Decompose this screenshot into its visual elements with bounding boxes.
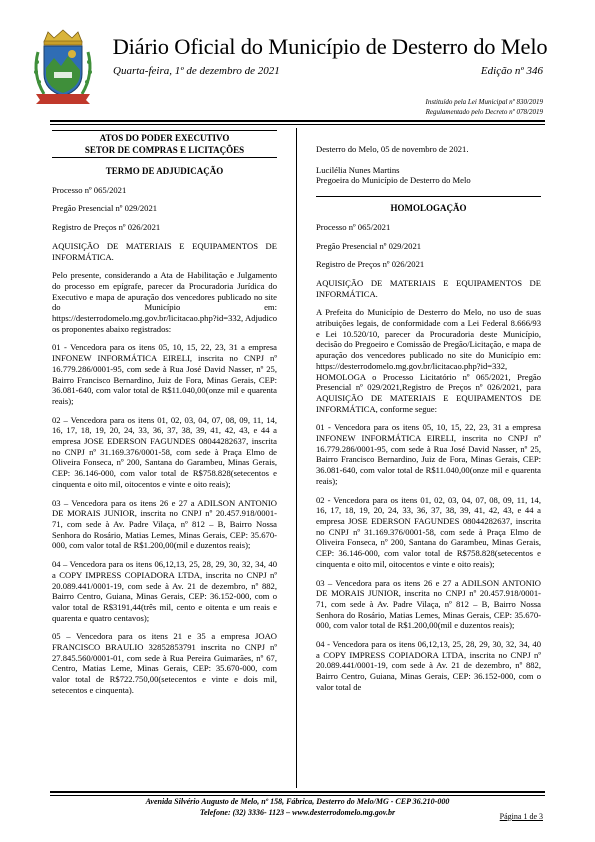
- municipal-crest-emblem: [30, 28, 96, 104]
- regulation-decree: Regulamentado pelo Decreto nº 078/2019: [425, 108, 543, 116]
- page-number: Página 1 de 3: [499, 812, 543, 821]
- section-title-line2: SETOR DE COMPRAS E LICITAÇÕES: [84, 145, 245, 155]
- winner-item-03: 03 – Vencedora para os itens 26 e 27 a ADILSON ANTONIO DE MORAIS JUNIOR, inscrita no CNPJ nº 20.457.918/0001-71, com sede à Av. Padre Vilaça, nº 812 – B, Bairro Nossa Senhora do Rosário, Matias Lemes, Minas Gerais, CEP: 35.670-000, com valor total de R$1.200,00(mil e duzentos reais);: [316, 577, 541, 631]
- price-registry-number: Registro de Preços nº 026/2021: [316, 259, 425, 270]
- winner-item-03: 03 – Vencedora para os itens 26 e 27 a ADILSON ANTONIO DE MORAIS JUNIOR, inscrita no CNPJ nº 20.457.918/0001-71, com sede à Av. Padre Vilaça, nº 812 – B, Bairro Nossa Senhora do Rosário, Matias Lemes, Minas Gerais, CEP: 35.670-000, com valor total de R$1.200,00(mil e duzentos reais);: [52, 497, 277, 551]
- left-column: [52, 130, 277, 704]
- auction-number: Pregão Presencial nº 029/2021: [52, 203, 158, 214]
- section-title-line1: ATOS DO PODER EXECUTIVO: [99, 133, 230, 143]
- winner-item-05: 05 – Vencedora para os itens 21 e 35 a empresa JOAO FRANCISCO BRAULIO 32852853791 inscrita no CNPJ nº 27.845.560/0001-01, com sede à Rua Pereira Guimarães, nº 67, Centro, Matias Leme, Minas Gerais, CEP: 35.670-000, com valor total de R$722.750,00(setecentos e vinte e dois mil, setecentos e cinquenta).: [52, 631, 277, 695]
- section-title-box: [52, 130, 277, 158]
- place-and-date: Desterro do Melo, 05 de novembro de 2021.: [316, 144, 469, 154]
- footer-contact: Telefone: (32) 3336- 1123 – www.desterrodomelo.mg.gov.br: [199, 808, 396, 817]
- adjudication-heading: TERMO DE ADJUDICAÇÃO: [105, 166, 224, 176]
- right-column: [316, 130, 541, 701]
- winner-item-01: 01 - Vencedora para os itens 05, 10, 15, 22, 23, 31 a empresa INFONEW INFORMÁTICA EIRELI, inscrita no CNPJ nº 16.779.286/0001-95, com sede à Rua José David Nasser, nº 25, Bairro Francisco Bernardino, Juiz de Fora, Minas Gerais, CEP: 36.081-640, com valor total de R$11.040,00(onze mil e quarenta reais);: [52, 342, 277, 406]
- adjudication-intro: Pelo presente, considerando a Ata de Habilitação e Julgamento do processo em epígrafe, parecer da Procuradoria Jurídica do Executivo e mapa de apuração dos vencedores publicado no site do Município em: https://desterrodomelo.mg.gov.br/licitacao.php?id=332, Adjudico os proponentes abaixo registrados:: [52, 270, 277, 334]
- homologation-heading: HOMOLOGAÇÃO: [316, 196, 541, 214]
- footer-rule: [50, 791, 545, 793]
- newspaper-title: Diário Oficial do Município de Desterro do Melo: [112, 34, 548, 59]
- object-description: AQUISIÇÃO DE MATERIAIS E EQUIPAMENTOS DE INFORMÁTICA.: [52, 240, 277, 262]
- column-divider: [296, 128, 297, 788]
- signer-name: Lucilélia Nunes Martins: [316, 164, 400, 175]
- price-registry-number: Registro de Preços nº 026/2021: [52, 222, 161, 233]
- process-number: Processo nº 065/2021: [316, 221, 391, 232]
- signer-role: Pregoeira do Município de Desterro do Melo: [316, 175, 471, 186]
- footer-address: Avenida Silvério Augusto de Melo, nº 158, Fábrica, Desterro do Melo/MG - CEP 36.210-000: [145, 797, 450, 806]
- winner-item-02: 02 – Vencedora para os itens 01, 02, 03, 04, 07, 08, 09, 11, 14, 16, 17, 18, 19, 20, 24, 33, 36, 37, 38, 39, 41, 42, 43, e 44 a empresa JOSE EDERSON FAGUNDES 08044282637, inscrita no CNPJ nº 31.169.376/0001-58, com sede à Praça Elmo de Oliveira Fonseca, nº 200, Santana do Garambeu, Minas Gerais, CEP: 36.146-000, com valor total de R$758.828(setecentos e cinquenta e oito mil, oitocentos e vinte e oito reais);: [52, 414, 277, 489]
- winner-item-01: 01 - Vencedora para os itens 05, 10, 15, 22, 23, 31 a empresa INFONEW INFORMÁTICA EIRELI, inscrita no CNPJ nº 16.779.286/0001-95, com sede à Rua José David Nasser, nº 25, Bairro Francisco Bernardino, Juiz de Fora, Minas Gerais, CEP: 36.081-640, com valor total de R$11.040,00(onze mil e quarenta reais);: [316, 422, 541, 486]
- object-description: AQUISIÇÃO DE MATERIAIS E EQUIPAMENTOS DE INFORMÁTICA.: [316, 277, 541, 299]
- homologation-intro: A Prefeita do Município de Desterro do Melo, no uso de suas atribuições legais, de conformidade com a Lei Federal 8.666/93 e Lei 10.520/10, parecer da Procuradoria deste Município, decisão do Pregoeiro e Comissão de Pregão/Licitação, e mapa de apuração dos vencedores publicado no site do Município em: https://desterrodomelo.mg.gov.br/licitacao.php?id=332, HOMOLOGA o Processo Licitatório nº 065/2021, Pregão Presencial nº 029/2021,Registro de Preços nº 026/2021, para AQUISIÇÃO DE MATERIAIS E EQUIPAMENTOS DE INFORMÁTICA, conforme segue:: [316, 307, 541, 414]
- edition-number: Edição nº 346: [480, 65, 543, 77]
- footer-rule-thin: [50, 795, 545, 796]
- header-rule: [50, 120, 545, 122]
- header-rule-thin: [50, 124, 545, 125]
- institution-law: Instituído pela Lei Municipal nº 830/2019: [425, 98, 543, 106]
- winner-item-04: 04 – Vencedora para os itens 06,12,13, 25, 28, 29, 30, 32, 34, 40 a COPY IMPRESS COPIADORA LTDA, inscrita no CNPJ nº 20.089.441/0001-19, com sede à Av. 21 de dezembro, nº 882, Bairro Centro, Guiana, Minas Gerais, CEP: 36.152-000, com o valor total de R$3191,44(três mil, cento e oitenta e um reais e quarenta e quatro centavos);: [52, 559, 277, 623]
- process-number: Processo nº 065/2021: [52, 184, 127, 195]
- publication-date: Quarta-feira, 1º de dezembro de 2021: [113, 65, 280, 77]
- auction-number: Pregão Presencial nº 029/2021: [316, 240, 422, 251]
- winner-item-02: 02 - Vencedora para os itens 01, 02, 03, 04, 07, 08, 09, 11, 14, 16, 17, 18, 19, 20, 24, 33, 36, 37, 38, 39, 41, 42, 43, e 44 a empresa JOSE EDERSON FAGUNDES 08044282637, inscrita no CNPJ nº 31.169.376/0001-58, com sede à Praça Elmo de Oliveira Fonseca, nº 200, Santana do Garambeu, Minas Gerais, CEP: 36.146-000, com valor total de R$758.828(setecentos e cinquenta e oito mil, oitocentos e vinte e oito reais);: [316, 494, 541, 569]
- winner-item-04: 04 - Vencedora para os itens 06,12,13, 25, 28, 29, 30, 32, 34, 40 a COPY IMPRESS COPIADORA LTDA, inscrita no CNPJ nº 20.089.441/0001-19, com sede à Av. 21 de dezembro, nº 882, Bairro Centro, Guiana, Minas Gerais, CEP: 36.152-000, com o valor total de: [316, 639, 541, 692]
